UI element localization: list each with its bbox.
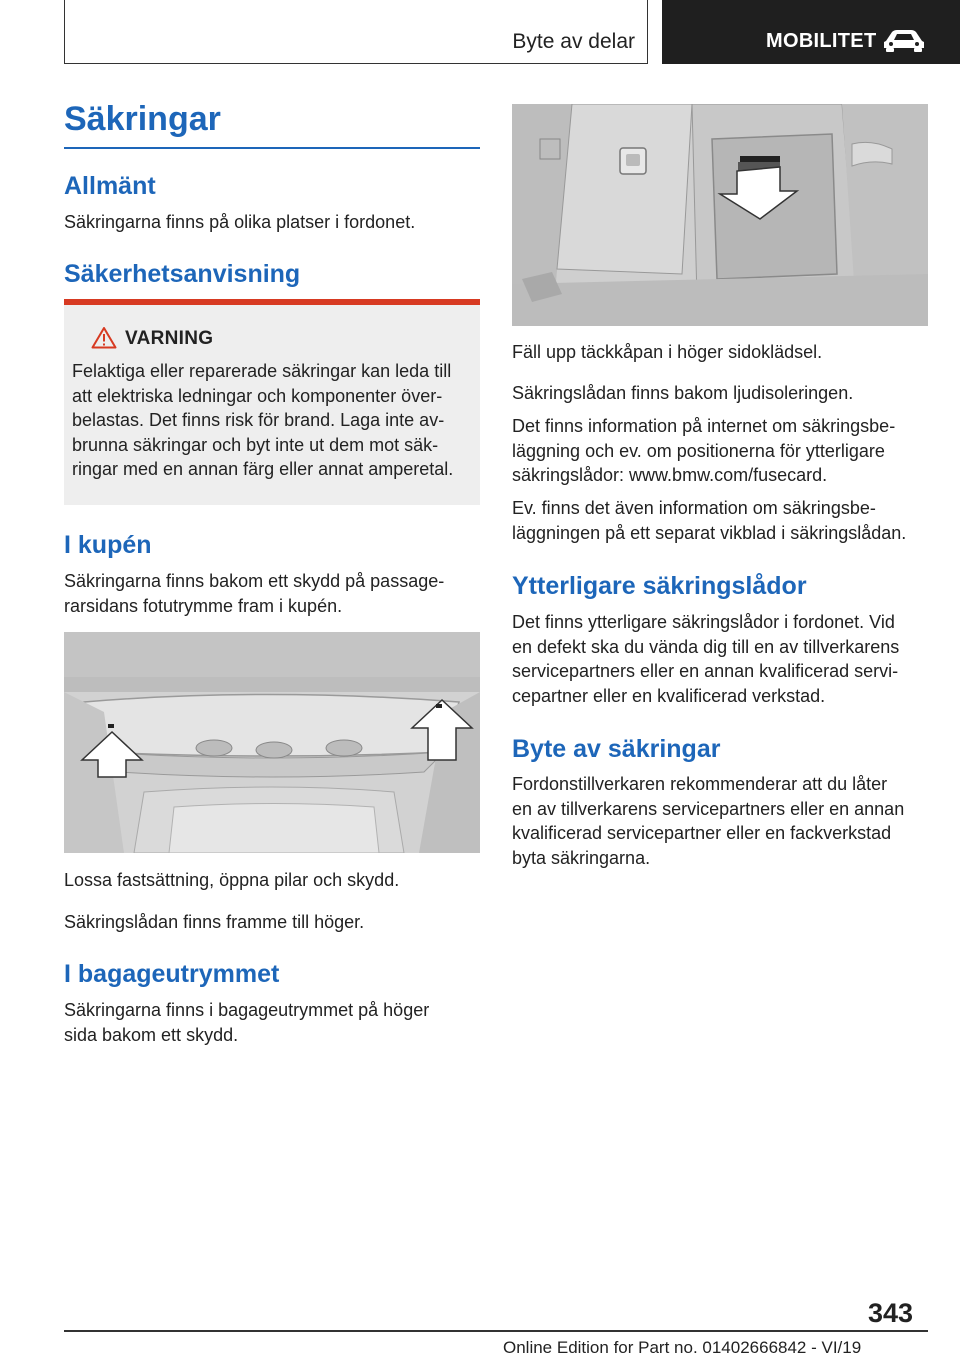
heading-luggage: I bagageutrymmet bbox=[64, 960, 280, 988]
cabin-text-line: rarsidans fotutrymme fram i kupén. bbox=[64, 595, 343, 616]
warning-line: Felaktiga eller reparerade säkringar kan leda till bbox=[72, 361, 452, 381]
header-chapter-box bbox=[662, 0, 960, 64]
luggage-text-line: Säkringarna finns i bagageutrymmet på höger bbox=[64, 1000, 430, 1020]
heading-cabin: I kupén bbox=[64, 531, 152, 559]
warning-box bbox=[64, 299, 480, 505]
luggage-fuse-cover-image bbox=[512, 104, 928, 326]
title-rule bbox=[64, 147, 480, 149]
footer-rule bbox=[64, 1330, 928, 1332]
replace-text bbox=[512, 772, 928, 870]
info-text-line: Det finns information på internet om säkringsbe- bbox=[512, 416, 896, 436]
warning-line: belastas. Det finns risk för brand. Laga inte av- bbox=[72, 410, 445, 430]
cabin-text bbox=[64, 569, 480, 618]
heading-safety: Säkerhetsanvisning bbox=[64, 260, 301, 288]
header-section-box bbox=[64, 0, 648, 64]
info-text-line: säkringslådor: www.bmw.com/fusecard. bbox=[512, 465, 828, 485]
info-text bbox=[512, 414, 928, 488]
warning-line: ringar med en annan färg eller annat amperetal. bbox=[72, 459, 454, 479]
additional-text-line: Det finns ytterligare säkringslådor i fordonet. Vid bbox=[512, 612, 895, 632]
additional-text bbox=[512, 610, 928, 708]
heading-replace: Byte av säkringar bbox=[512, 735, 721, 763]
replace-text-line: kvalificerad servicepartner eller en fackverkstad bbox=[512, 823, 892, 843]
behind-insulation-text: Säkringslådan finns bakom ljudisoleringen. bbox=[512, 383, 854, 403]
footer-edition: Online Edition for Part no. 01402666842 - VI/19 bbox=[503, 1338, 862, 1357]
replace-text-line: en av tillverkarens servicepartners eller en annan bbox=[512, 798, 905, 819]
warning-label: VARNING bbox=[125, 328, 214, 349]
warning-bar bbox=[64, 299, 480, 305]
cabin-caption: Lossa fastsättning, öppna pilar och skydd. bbox=[64, 870, 400, 890]
cabin-fuse-cover-image bbox=[64, 632, 480, 853]
right-caption: Fäll upp täckkåpan i höger sidoklädsel. bbox=[512, 342, 823, 362]
cabin-location: Säkringslådan finns framme till höger. bbox=[64, 912, 365, 932]
car-icon bbox=[880, 29, 928, 53]
cabin-text-line: Säkringarna finns bakom ett skydd på passage- bbox=[64, 571, 445, 591]
replace-text-line: Fordonstillverkaren rekommenderar att du låter bbox=[512, 774, 888, 794]
heading-additional: Ytterligare säkringslådor bbox=[512, 572, 807, 600]
luggage-text-line: sida bakom ett skydd. bbox=[64, 1024, 239, 1045]
warning-line: att elektriska ledningar och komponenter över- bbox=[72, 385, 443, 406]
heading-general: Allmänt bbox=[64, 172, 156, 200]
info2-text-line: läggningen på ett separat vikblad i säkringslådan. bbox=[512, 522, 907, 543]
info2-text-line: Ev. finns det även information om säkringsbe- bbox=[512, 498, 876, 518]
info2-text bbox=[512, 496, 928, 545]
page-title: Säkringar bbox=[64, 100, 221, 138]
warning-text bbox=[72, 359, 474, 482]
info-text-line: läggning och ev. om positionerna för ytterligare bbox=[512, 440, 885, 461]
general-text: Säkringarna finns på olika platser i fordonet. bbox=[64, 212, 416, 232]
header-chapter-title: MOBILITET bbox=[766, 30, 877, 52]
additional-text-line: en defekt ska du vända dig till en av tillverkarens bbox=[512, 636, 900, 657]
header-section-title: Byte av delar bbox=[512, 30, 635, 53]
additional-text-line: servicepartners eller en annan kvalificerad servi- bbox=[512, 661, 899, 681]
replace-text-line: byta säkringarna. bbox=[512, 847, 651, 868]
additional-text-line: cepartner eller en kvalificerad verkstad. bbox=[512, 685, 826, 706]
page-number: 343 bbox=[868, 1298, 914, 1328]
luggage-text bbox=[64, 998, 480, 1047]
warning-triangle-icon bbox=[91, 326, 117, 349]
warning-line: brunna säkringar och byt inte ut dem mot säk- bbox=[72, 434, 439, 455]
